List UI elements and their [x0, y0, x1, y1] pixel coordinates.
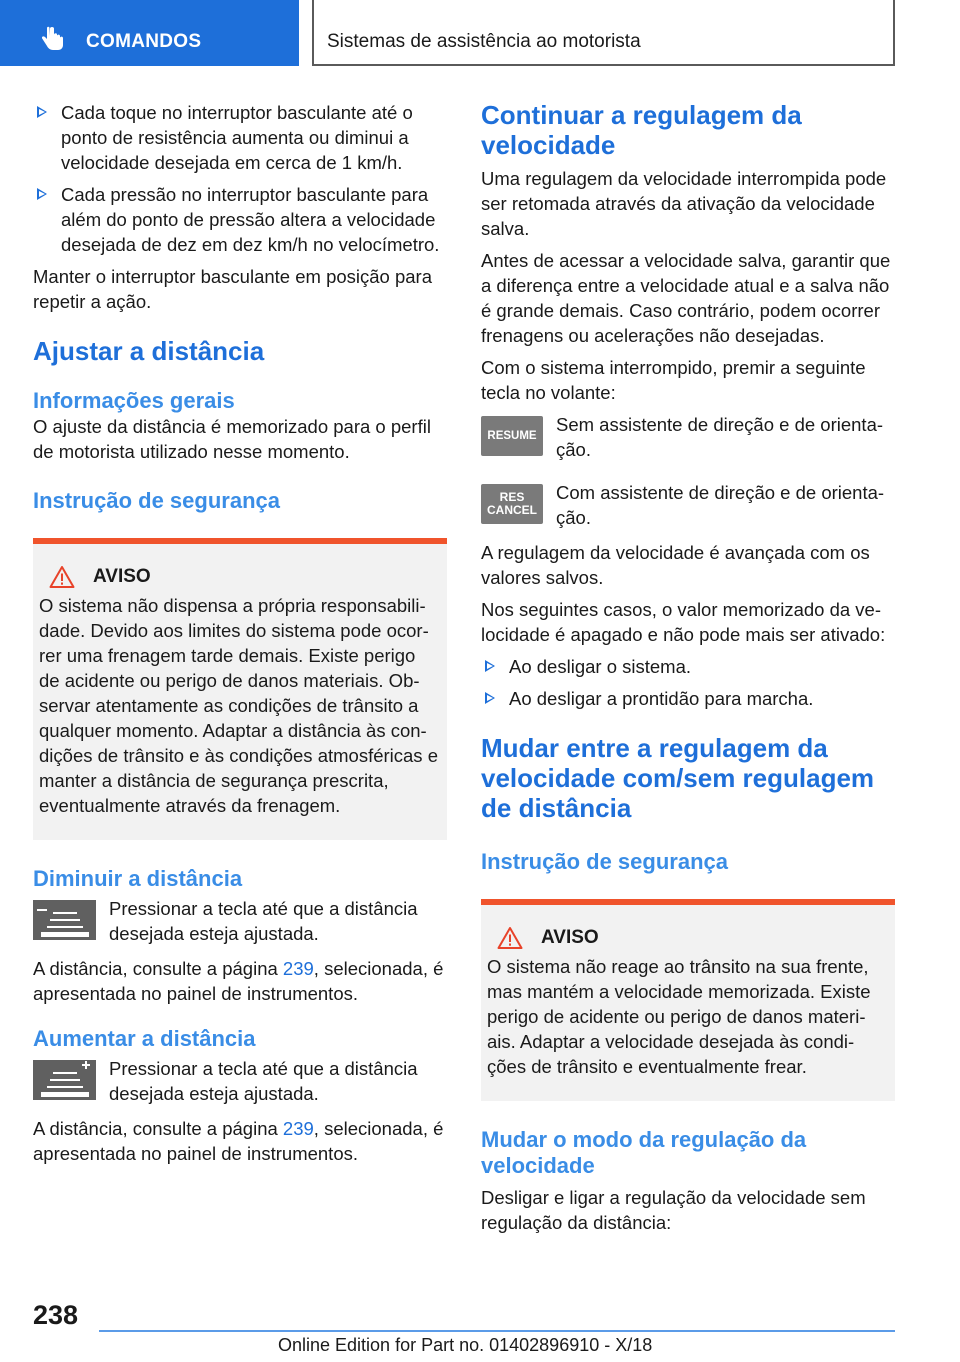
section-tab-label: COMANDOS [86, 31, 202, 52]
bullet-triangle-icon [485, 692, 495, 704]
resume-row [481, 412, 895, 462]
list-item: Cada toque no interruptor basculante até o ponto de resistência aumenta ou diminui a velocidade desejada em cerca de 1 km/h. [33, 100, 447, 175]
paragraph: Uma regulagem da velocidade interrompida pode ser retomada através da ativação da velocidade salva. [481, 168, 887, 239]
res-cancel-button-icon: RES CANCEL [481, 484, 543, 524]
rescancel-row [481, 480, 895, 530]
paragraph: A distância, consulte a página 239, selecionada, é apresentada no painel de instrumentos. [33, 1118, 444, 1164]
heading-decrease-distance: Diminuir a distância [33, 866, 243, 891]
heading-continue-speed: Continuar a regulagem da velocidade [481, 100, 802, 160]
heading-adjust-distance: Ajustar a distância [33, 336, 265, 366]
increase-distance-text: Pressionar a tecla até que a distância desejada esteja ajustada. [109, 1058, 418, 1104]
page-link[interactable]: 239 [282, 958, 314, 979]
chapter-title: Sistemas de assistência ao motorista [327, 31, 641, 52]
warning-text: O sistema não reage ao trânsito na sua frente, mas mantém a velocidade memorizada. Existe perigo de acidente ou perigo de danos materiais. Adaptar a velocidade desejada às condições de trânsito e eventualmente frear. [487, 956, 871, 1077]
left-column [33, 100, 447, 1173]
page-link[interactable]: 239 [282, 1118, 314, 1139]
bullet-triangle-icon [37, 106, 47, 118]
decrease-distance-button-icon [33, 900, 96, 940]
heading-safety: Instrução de segurança [481, 849, 728, 874]
warning-triangle-icon [497, 926, 523, 950]
paragraph: Com o sistema interrompido, premir a seguinte tecla no volante: [481, 357, 866, 403]
warning-text: O sistema não dispensa a própria responsabilidade. Devido aos limites do sistema pode ocorrer uma frenagem tarde demais. Existe perigo de acidente ou perigo de danos materiais. Observar atentamente as condições de trânsito a qualquer momento. Adaptar a distância às condições de trânsito e às condições atmosféricas e manter a distância de segurança prescrita, eventualmente através da frenagem. [39, 595, 438, 816]
page-number: 238 [33, 1300, 79, 1330]
footer-divider [99, 1330, 895, 1332]
heading-change-mode: Mudar o modo da regulação da velocidade [481, 1127, 807, 1178]
list-item: Cada pressão no interruptor basculante para além do ponto de pressão altera a velocidade desejada de dez em dez km/h no velocímetro. [33, 182, 447, 257]
warning-title: AVISO [93, 566, 151, 587]
list-item: Ao desligar a prontidão para marcha. [481, 686, 895, 711]
footer-edition: Online Edition for Part no. 01402896910 - X/18 [278, 1335, 653, 1355]
paragraph: A distância, consulte a página 239, selecionada, é apresentada no painel de instrumentos. [33, 958, 444, 1004]
hand-pointer-icon [38, 26, 66, 52]
section-tab[interactable] [0, 0, 299, 66]
paragraph: O ajuste da distância é memorizado para o perfil de motorista utilizado nesse momento. [33, 416, 431, 462]
warning-triangle-icon [49, 565, 75, 589]
resume-text: Sem assistente de direção e de orientação. [556, 414, 884, 460]
warning-box [33, 538, 447, 840]
increase-distance-button-icon [33, 1060, 96, 1100]
paragraph: A regulagem da velocidade é avançada com os valores salvos. [481, 542, 870, 588]
bullet-triangle-icon [485, 660, 495, 672]
rescancel-text: Com assistente de direção e de orientação. [556, 482, 885, 528]
increase-distance-row [33, 1056, 447, 1106]
paragraph: Antes de acessar a velocidade salva, garantir que a diferença entre a velocidade atual e a salva não é grande demais. Caso contrário, podem ocorrer frenagens ou acelerações não desejadas. [481, 250, 891, 346]
decrease-distance-text: Pressionar a tecla até que a distância desejada esteja ajustada. [109, 898, 418, 944]
decrease-distance-row [33, 896, 447, 946]
heading-safety: Instrução de segurança [33, 488, 280, 513]
list-item: Ao desligar o sistema. [481, 654, 895, 679]
heading-increase-distance: Aumentar a distância [33, 1026, 256, 1051]
warning-box [481, 899, 895, 1101]
bullet-triangle-icon [37, 188, 47, 200]
heading-general-info: Informações gerais [33, 388, 235, 413]
paragraph: Desligar e ligar a regulação da velocidade sem regulação da distância: [481, 1187, 866, 1233]
heading-switch-regulation: Mudar entre a regulagem da velocidade com/sem regulagem de distância [481, 733, 875, 823]
resume-button-icon: RESUME [481, 416, 543, 456]
right-column [481, 100, 895, 1242]
chapter-header [312, 0, 895, 66]
paragraph: Manter o interruptor basculante em posição para repetir a ação. [33, 266, 432, 312]
paragraph: Nos seguintes casos, o valor memorizado da velocidade é apagado e não pode mais ser ativado: [481, 599, 886, 645]
warning-title: AVISO [541, 927, 599, 948]
